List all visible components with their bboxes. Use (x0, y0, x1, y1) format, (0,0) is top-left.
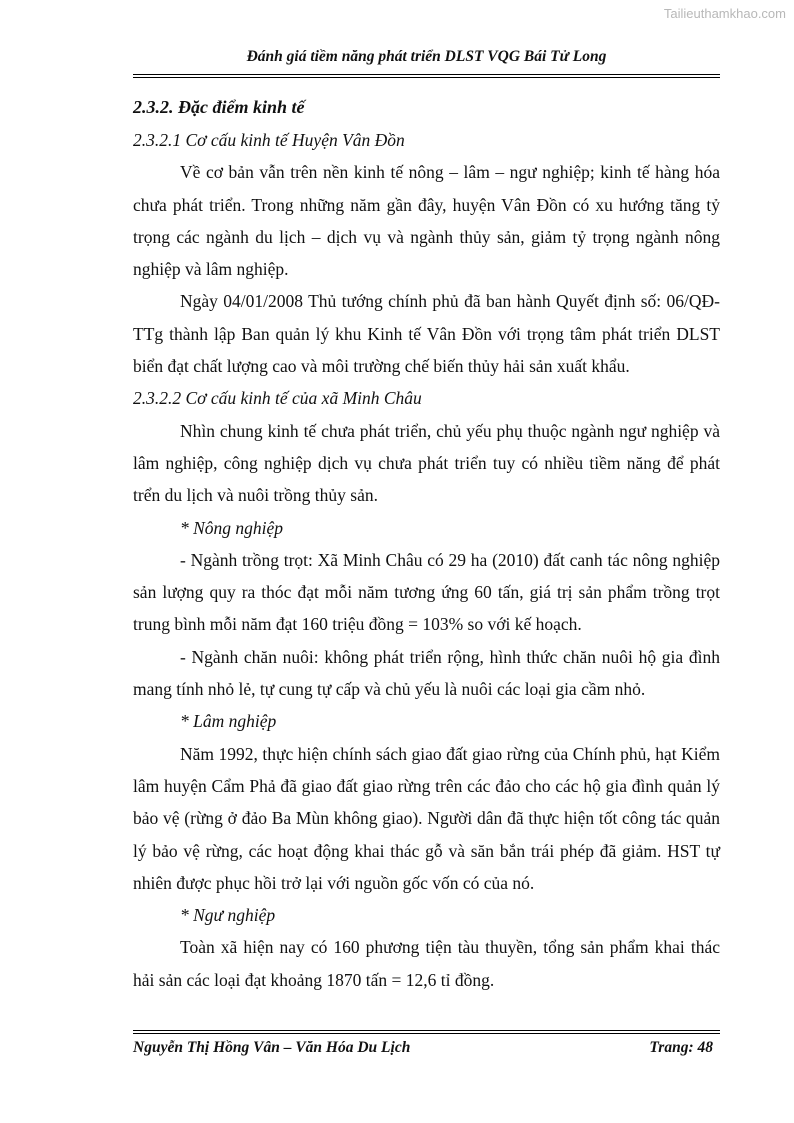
subsection-heading-huyen-van-don: 2.3.2.1 Cơ cấu kinh tế Huyện Vân Đồn (133, 130, 405, 150)
paragraph: Toàn xã hiện nay có 160 phương tiện tàu thuyền, tổng sản phẩm khai thác hải sản các loại đạt khoảng 1870 tấn = 12,6 tỉ đồng. (133, 937, 720, 990)
paragraph: - Ngành trồng trọt: Xã Minh Châu có 29 ha (2010) đất canh tác nông nghiệp sản lượng quy ra thóc đạt mỗi năm tương ứng 60 tấn, giá trị sản phẩm trồng trọt trung bình mỗi năm đạt 160 triệu đồng = 103% so với kế hoạch. (133, 549, 720, 635)
page-body (133, 90, 720, 996)
watermark-text: Tailieuthamkhao.com (663, 6, 786, 21)
forestry-heading: * Lâm nghiệp (180, 711, 277, 732)
paragraph: Năm 1992, thực hiện chính sách giao đất giao rừng của Chính phủ, hạt Kiểm lâm huyện Cẩm Phả đã giao đất giao rừng trên các đảo cho các hộ gia đình quản lý bảo vệ (rừng ở đảo Ba Mùn không giao). Người dân đã thực hiện tốt công tác quản lý bảo vệ rừng, các hoạt động khai thác gỗ và săn bắn trái phép đã giảm. HST tự nhiên được phục hồi trở lại với nguồn gốc vốn có của nó. (133, 743, 720, 893)
agriculture-heading: * Nông nghiệp (180, 517, 284, 538)
section-heading: 2.3.2. Đặc điểm kinh tế (133, 97, 305, 117)
running-header: Đánh giá tiềm năng phát triển DLST VQG Bái Tử Long (246, 48, 607, 65)
paragraph: Nhìn chung kinh tế chưa phát triển, chủ yếu phụ thuộc ngành ngư nghiệp và lâm nghiệp, công nghiệp dịch vụ chưa phát triển tuy có nhiều tiềm năng để phát trển du lịch và nuôi trồng thủy sản. (133, 420, 720, 506)
subsection-heading-minh-chau: 2.3.2.2 Cơ cấu kinh tế của xã Minh Châu (133, 388, 422, 409)
page-footer (133, 1039, 713, 1057)
paragraph: Về cơ bản vẫn trên nền kinh tế nông – lâm – ngư nghiệp; kinh tế hàng hóa chưa phát triển. Trong những năm gần đây, huyện Vân Đồn có xu hướng tăng tỷ trọng các ngành du lịch – dịch vụ và ngành thủy sản, giảm tỷ trọng ngành nông nghiệp và lâm nghiệp. (133, 162, 720, 280)
paragraph: Ngày 04/01/2008 Thủ tướng chính phủ đã ban hành Quyết định số: 06/QĐ-TTg thành lập Ban quản lý khu Kinh tế Vân Đồn với trọng tâm phát triển DLST biển đạt chất lượng cao và môi trường chế biến thủy hải sản xuất khẩu. (133, 291, 720, 377)
page-number: Trang: 48 (649, 1039, 713, 1056)
header-divider (133, 74, 720, 78)
paragraph: - Ngành chăn nuôi: không phát triển rộng, hình thức chăn nuôi hộ gia đình mang tính nhỏ lẻ, tự cung tự cấp và chủ yếu là nuôi các loại gia cầm nhỏ. (133, 646, 720, 700)
footer-divider (133, 1030, 720, 1034)
footer-author: Nguyễn Thị Hồng Vân – Văn Hóa Du Lịch (133, 1039, 411, 1056)
fishery-heading: * Ngư nghiệp (180, 905, 276, 926)
